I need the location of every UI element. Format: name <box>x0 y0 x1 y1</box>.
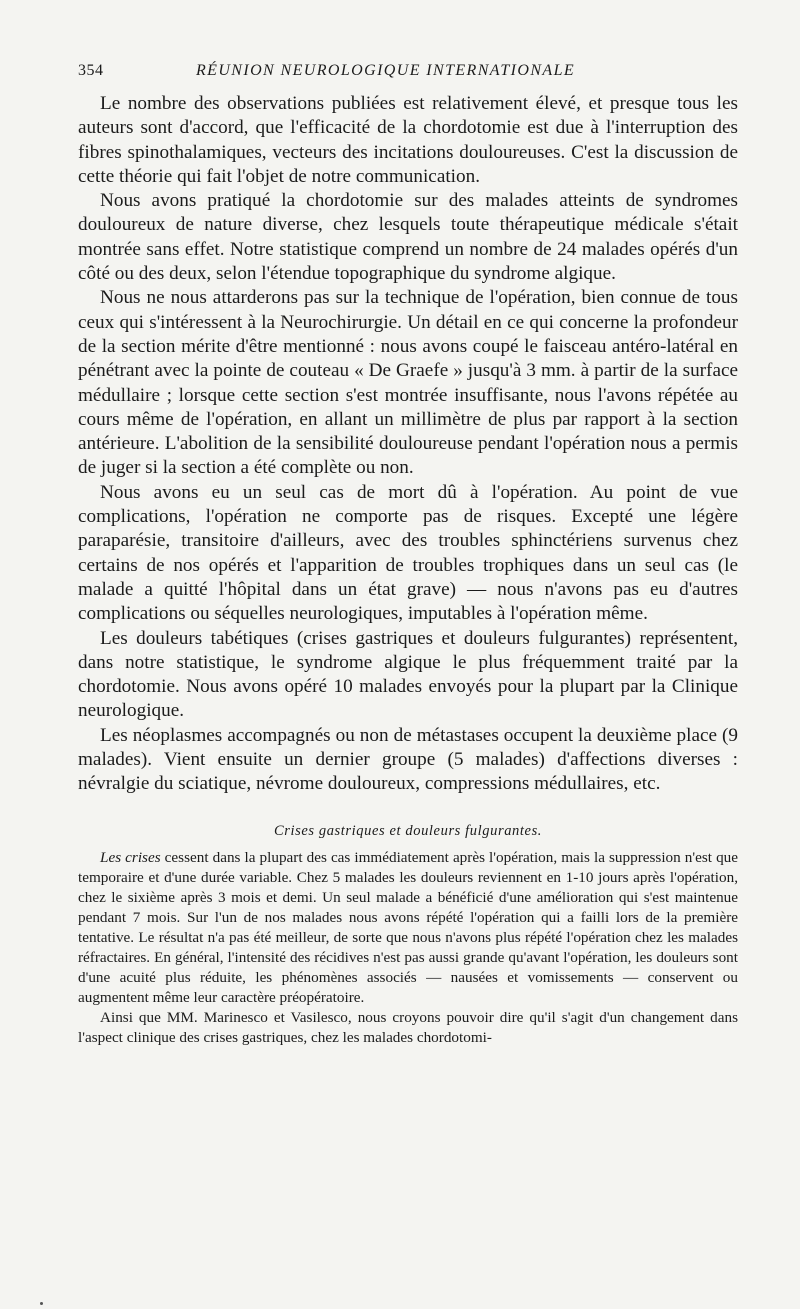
section-paragraph-body: cessent dans la plupart des cas immédiatement après l'opération, mais la suppression n'est que temporaire et d'une durée variable. Chez 5 malades les douleurs reviennent en 1-10 jours après l'opération, chez le sixième après 3 mois et demi. Un seul malade a bénéficié d'une amélioration qui s'est maintenue pendant 7 mois. Sur l'un de nos malades nous avons répété l'opération qui a failli lors de la première tentative. Le résultat n'a pas été meilleur, de sorte que nous n'avons plus répété l'opération chez les malades réfractaires. En général, l'intensité des récidives n'est pas aussi grande qu'avant l'opération, les douleurs sont d'une acuité plus réduite, les phénomènes associés — nausées et vomissements — conservent ou augmentent même leur caractère préopératoire. <box>78 848 738 1007</box>
section-text <box>78 848 738 1049</box>
running-title: RÉUNION NEUROLOGIQUE INTERNATIONALE <box>196 62 576 79</box>
section-paragraph-2: Ainsi que MM. Marinesco et Vasilesco, nous croyons pouvoir dire qu'il s'agit d'un changement dans l'aspect clinique des crises gastriques, chez les malades chordotomi- <box>78 1009 738 1047</box>
section-title: Crises gastriques et douleurs fulgurantes. <box>273 822 543 839</box>
page-number: 354 <box>78 62 104 79</box>
paragraph-3: Nous ne nous attarderons pas sur la technique de l'opération, bien connue de tous ceux qui s'intéressent à la Neurochirurgie. Un détail en ce qui concerne la profondeur de la section mérite d'être mentionné : nous avons coupé le faisceau antéro-latéral en pénétrant avec la pointe de couteau « De Graefe » jusqu'à 3 mm. à partir de la surface médullaire ; lorsque cette section s'est montrée insuffisante, nous l'avons répétée au cours même de l'opération, en allant un millimètre de plus par rapport à la section antérieure. L'abolition de la sensibilité douloureuse pendant l'opération nous a permis de juger si la section a été complète ou non. <box>78 287 738 479</box>
paragraph-2: Nous avons pratiqué la chordotomie sur des malades atteints de syndromes douloureux de nature diverse, chez lesquels toute thérapeutique médicale s'était montrée sans effet. Notre statistique comprend un nombre de 24 malades opérés d'un côté ou des deux, selon l'étendue topographique du syndrome algique. <box>78 190 738 285</box>
paragraph-6: Les néoplasmes accompagnés ou non de métastases occupent la deuxième place (9 malades). Vient ensuite un dernier groupe (5 malades) d'affections diverses : névralgie du sciatique, névrome douloureux, compressions médullaires, etc. <box>78 724 738 795</box>
paragraph-4: Nous avons eu un seul cas de mort dû à l'opération. Au point de vue complications, l'opération ne comporte pas de risques. Excepté une légère paraparésie, transitoire d'ailleurs, avec des troubles sphinctériens survenus chez certains de nos opérés et l'apparition de troubles trophiques dans un seul cas (le malade a quitté l'hôpital dans un état grave) — nous n'avons pas eu d'autres complications ou séquelles neurologiques, imputables à l'opération même. <box>78 481 738 625</box>
scan-speck <box>40 1302 43 1305</box>
paragraph-5: Les douleurs tabétiques (crises gastriques et douleurs fulgurantes) représentent, dans notre statistique, le syndrome algique le plus fréquemment traité par la chordotomie. Nous avons opéré 10 malades envoyés pour la plupart par la Clinique neurologique. <box>78 627 738 722</box>
section-paragraph-1 <box>78 848 738 1009</box>
running-header <box>78 62 738 92</box>
paragraph-1: Le nombre des observations publiées est relativement élevé, et presque tous les auteurs sont d'accord, que l'efficacité de la chordotomie est due à l'interruption des fibres spinothalamiques, vecteurs des incitations douloureuses. C'est la discussion de cette théorie qui fait l'objet de notre communication. <box>78 93 738 187</box>
section-paragraph-lead: Les crises <box>100 848 161 866</box>
main-text <box>78 92 738 797</box>
